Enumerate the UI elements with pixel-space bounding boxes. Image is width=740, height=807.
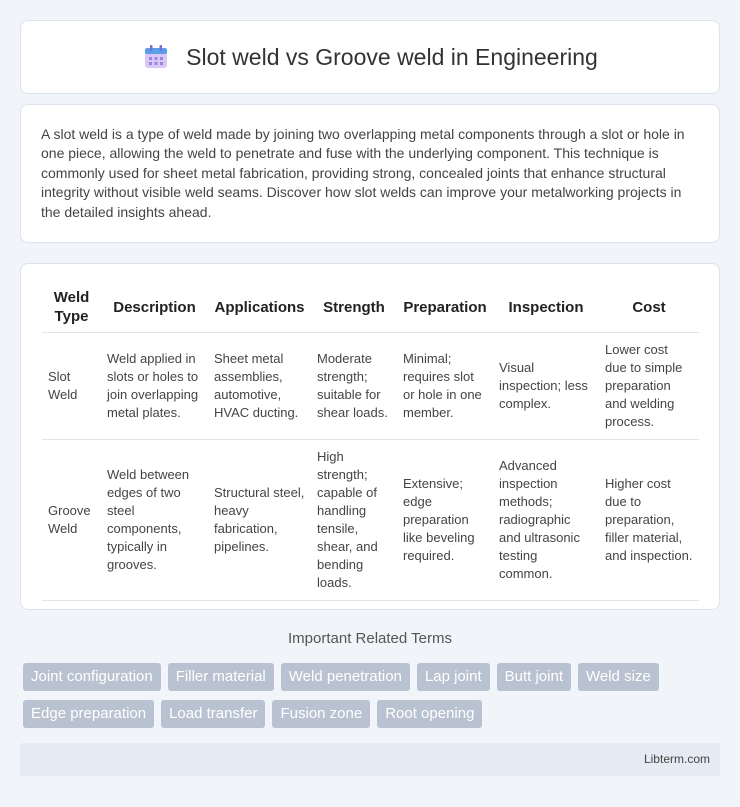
- cell-description: Weld between edges of two steel components, typically in grooves.: [101, 440, 208, 601]
- cell-cost: Lower cost due to simple preparation and welding process.: [599, 333, 699, 440]
- intro-text: A slot weld is a type of weld made by joining two overlapping metal components through a slot or hole in one piece, allowing the weld to penetrate and fuse with the underlying component. This technique is commonly used for sheet metal fabrication, providing strong, concealed joints that enhance structural integrity without visible weld seams. Discover how slot welds can improve your metalworking projects in the detailed insights ahead.: [41, 126, 685, 220]
- term-tag[interactable]: Root opening: [377, 700, 482, 728]
- title-wrap: [142, 43, 598, 71]
- table-row: [42, 440, 699, 601]
- term-tag[interactable]: Filler material: [168, 663, 274, 691]
- cell-preparation: Minimal; requires slot or hole in one member.: [397, 333, 493, 440]
- cell-inspection: Visual inspection; less complex.: [493, 333, 599, 440]
- header-strength: Strength: [311, 282, 397, 333]
- cell-weld-type: Slot Weld: [42, 333, 101, 440]
- cell-applications: Sheet metal assemblies, automotive, HVAC ducting.: [208, 333, 311, 440]
- term-tag[interactable]: Butt joint: [497, 663, 571, 691]
- cell-preparation: Extensive; edge preparation like beveling required.: [397, 440, 493, 601]
- header-preparation: Preparation: [397, 282, 493, 333]
- page-title: Slot weld vs Groove weld in Engineering: [186, 43, 598, 70]
- header-cost: Cost: [599, 282, 699, 333]
- table-card: [20, 263, 720, 610]
- cell-strength: Moderate strength; suitable for shear loads.: [311, 333, 397, 440]
- term-tag[interactable]: Edge preparation: [23, 700, 154, 728]
- footer-site-link[interactable]: Libterm.com: [643, 752, 710, 766]
- cell-description: Weld applied in slots or holes to join overlapping metal plates.: [101, 333, 208, 440]
- intro-card: [20, 104, 720, 243]
- calendar-icon: [142, 43, 170, 71]
- footer: [20, 743, 720, 776]
- table-row: [42, 333, 699, 440]
- term-tag[interactable]: Fusion zone: [272, 700, 370, 728]
- header-weld-type: Weld Type: [42, 282, 101, 333]
- term-tag[interactable]: Joint configuration: [23, 663, 161, 691]
- table-header-row: [42, 282, 699, 333]
- cell-cost: Higher cost due to preparation, filler material, and inspection.: [599, 440, 699, 601]
- comparison-table: [42, 282, 699, 601]
- cell-weld-type: Groove Weld: [42, 440, 101, 601]
- header-inspection: Inspection: [493, 282, 599, 333]
- cell-applications: Structural steel, heavy fabrication, pipelines.: [208, 440, 311, 601]
- header-card: [20, 20, 720, 94]
- related-terms-title: Important Related Terms: [288, 630, 452, 647]
- term-tag[interactable]: Weld size: [578, 663, 659, 691]
- term-tag[interactable]: Load transfer: [161, 700, 265, 728]
- related-terms-list: [23, 663, 723, 728]
- header-description: Description: [101, 282, 208, 333]
- term-tag[interactable]: Lap joint: [417, 663, 490, 691]
- cell-strength: High strength; capable of handling tensile, shear, and bending loads.: [311, 440, 397, 601]
- cell-inspection: Advanced inspection methods; radiographic and ultrasonic testing common.: [493, 440, 599, 601]
- term-tag[interactable]: Weld penetration: [281, 663, 410, 691]
- header-applications: Applications: [208, 282, 311, 333]
